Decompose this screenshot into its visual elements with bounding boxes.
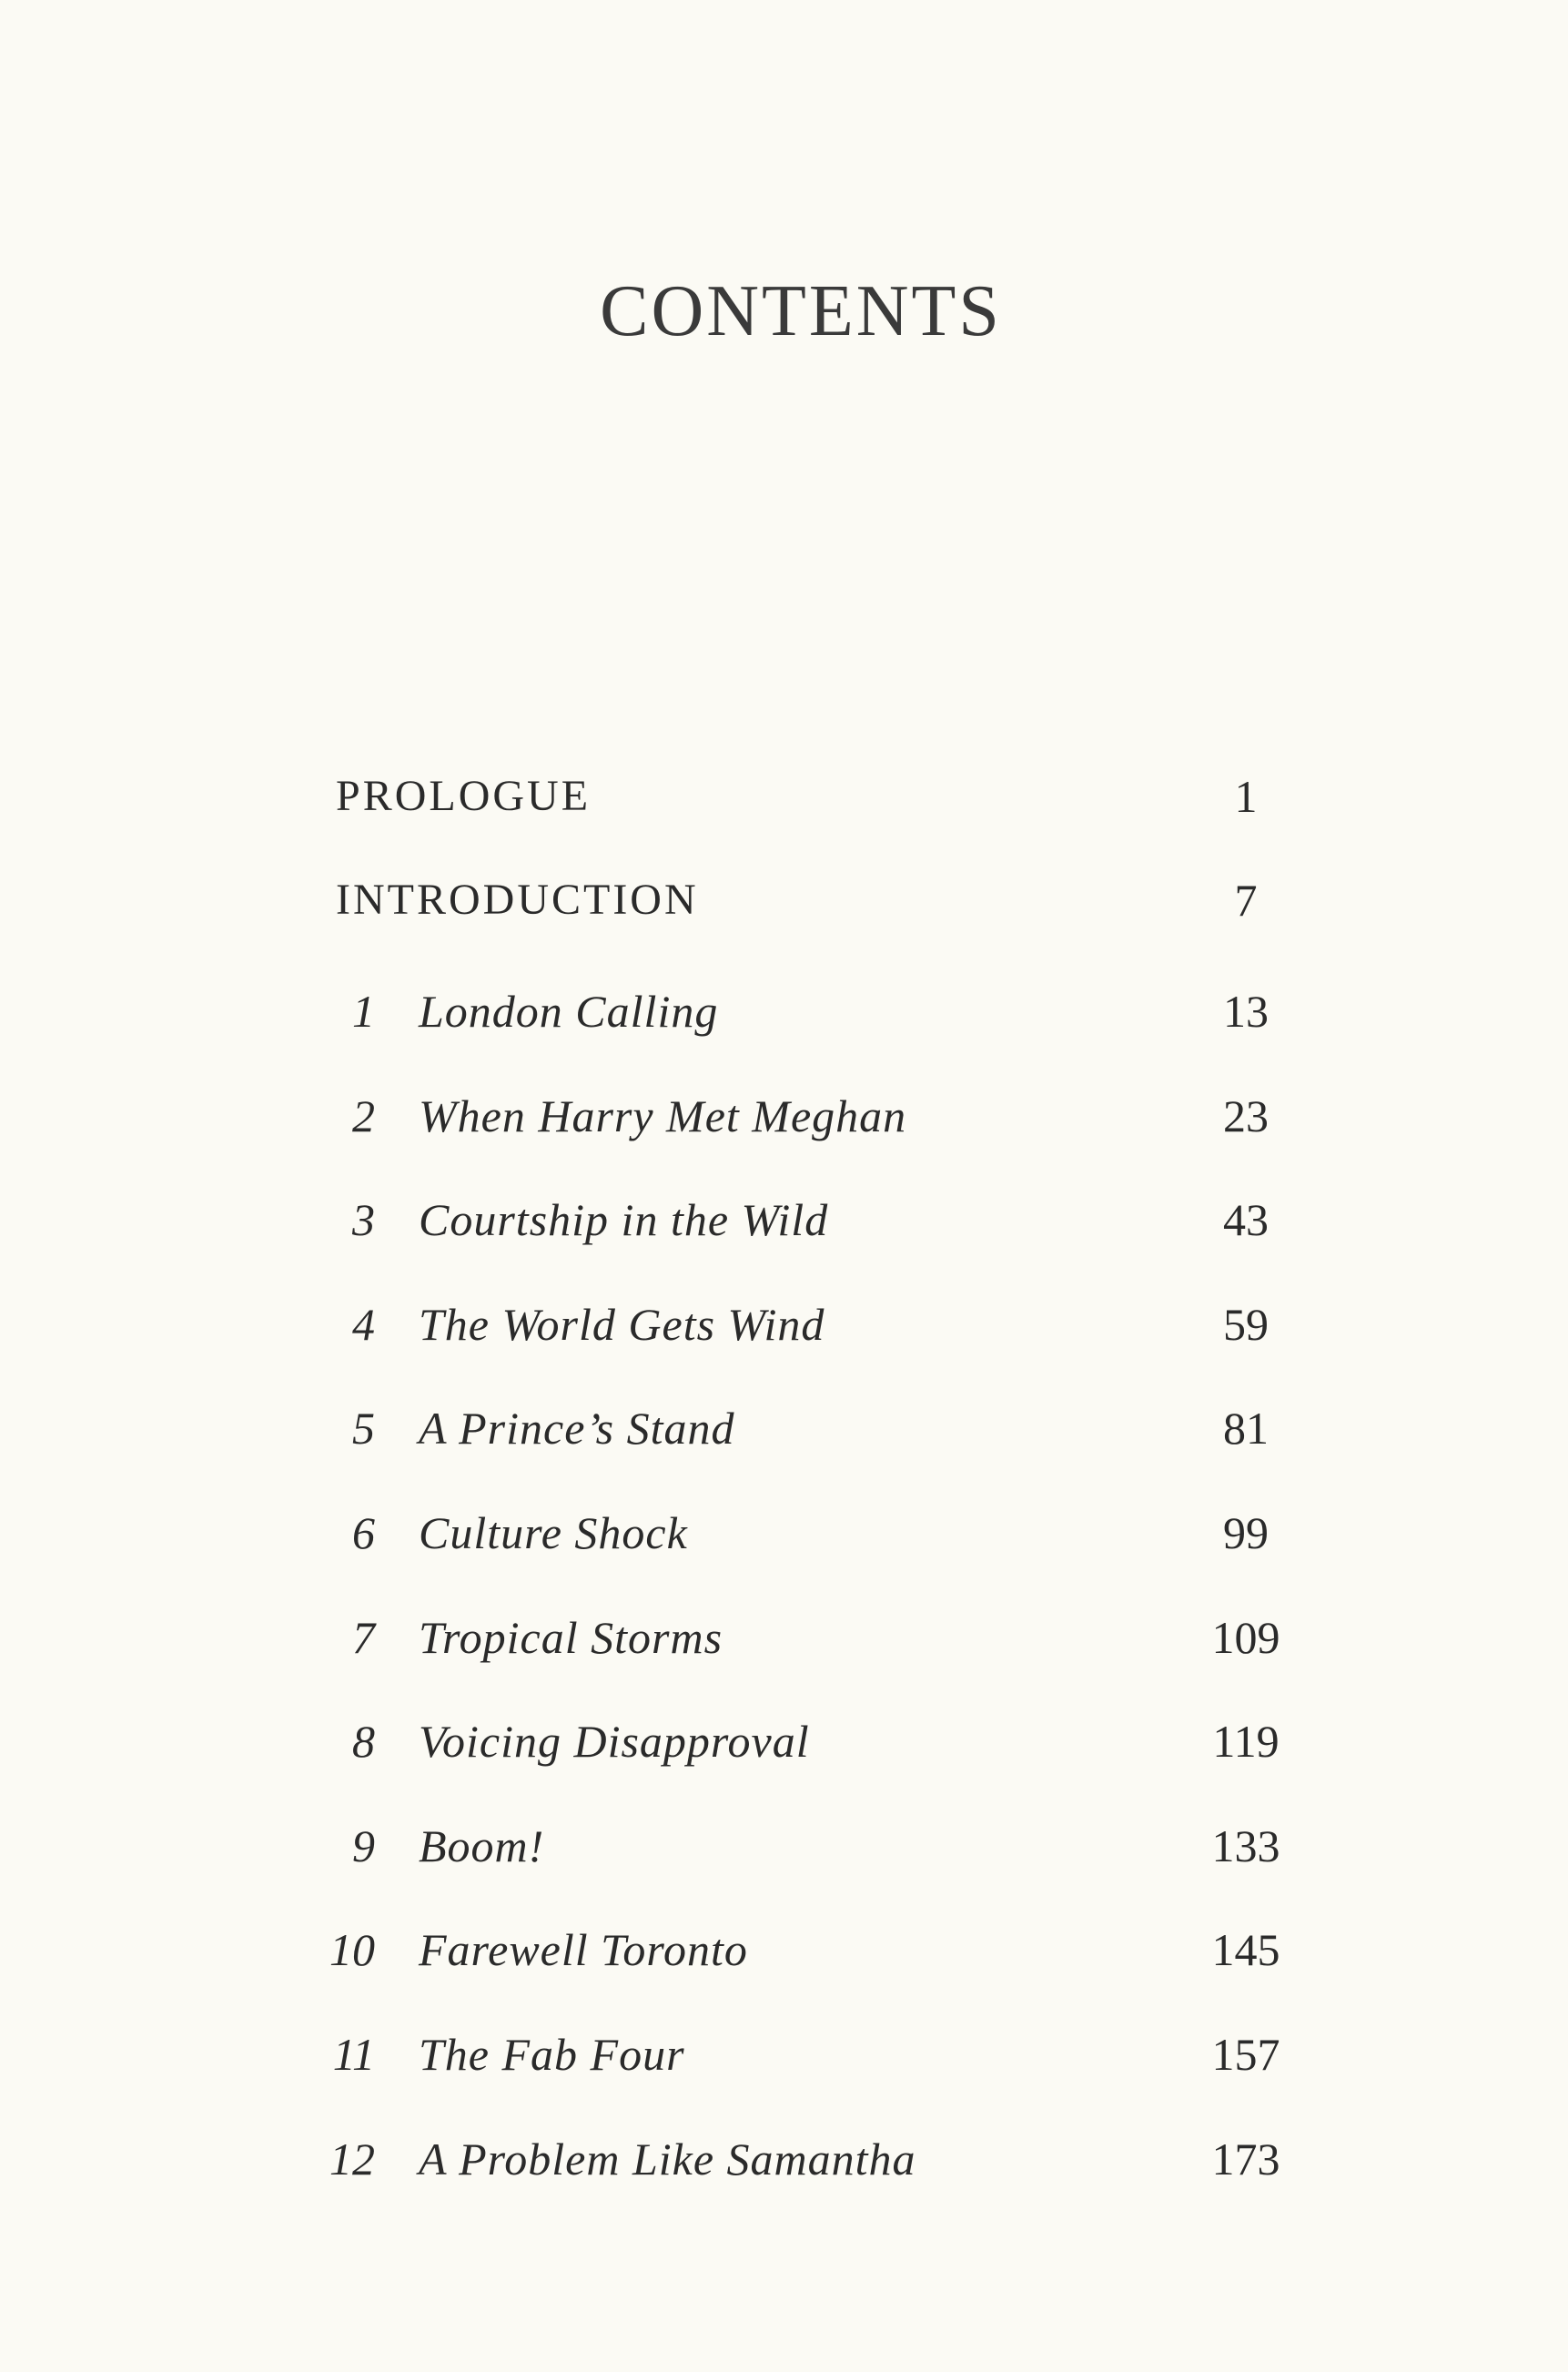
toc-entry-chapter [0, 1507, 1568, 1558]
chapter-number: 11 [332, 2029, 375, 2080]
toc-entry-chapter [0, 1820, 1568, 1871]
chapter-page: 43 [1223, 1194, 1269, 1246]
chapter-number: 8 [352, 1716, 375, 1768]
chapter-page: 133 [1211, 1820, 1280, 1871]
chapter-title: A Prince’s Stand [419, 1403, 735, 1455]
chapter-page: 99 [1223, 1507, 1269, 1558]
chapter-page: 145 [1211, 1924, 1280, 1976]
chapter-title: When Harry Met Meghan [419, 1090, 907, 1141]
chapter-title: The Fab Four [419, 2029, 685, 2080]
chapter-number: 9 [352, 1820, 375, 1871]
chapter-page: 119 [1212, 1716, 1280, 1768]
page-title: CONTENTS [600, 271, 1002, 351]
toc-entry-chapter [0, 2133, 1568, 2184]
toc-entry-chapter [0, 1194, 1568, 1246]
chapter-title: London Calling [419, 986, 719, 1037]
chapter-number: 10 [329, 1924, 375, 1976]
toc-entry-chapter [0, 1611, 1568, 1663]
chapter-title: A Problem Like Samantha [419, 2133, 916, 2184]
chapter-number: 4 [352, 1298, 375, 1350]
entry-label: INTRODUCTION [336, 876, 699, 924]
chapter-page: 157 [1211, 2029, 1280, 2080]
chapter-page: 59 [1223, 1298, 1269, 1350]
chapter-title: The World Gets Wind [419, 1298, 825, 1350]
toc-entry-prologue [0, 771, 1568, 822]
chapter-title: Tropical Storms [419, 1611, 723, 1663]
chapter-number: 12 [329, 2133, 375, 2184]
toc-entry-chapter [0, 2029, 1568, 2080]
toc-entry-chapter [0, 1403, 1568, 1455]
chapter-page: 81 [1223, 1403, 1269, 1455]
toc-entry-chapter [0, 1924, 1568, 1976]
chapter-title: Farewell Toronto [419, 1924, 748, 1976]
toc-entry-chapter [0, 1090, 1568, 1141]
chapter-page: 109 [1211, 1611, 1280, 1663]
chapter-title: Boom! [419, 1820, 545, 1871]
chapter-number: 5 [352, 1403, 375, 1455]
toc-entry-chapter [0, 1716, 1568, 1768]
chapter-number: 7 [352, 1611, 375, 1663]
chapter-page: 13 [1223, 986, 1269, 1037]
toc-entry-chapter [0, 986, 1568, 1037]
chapter-page: 173 [1211, 2133, 1280, 2184]
toc-entry-chapter [0, 1298, 1568, 1350]
chapter-page: 23 [1223, 1090, 1269, 1141]
chapter-title: Voicing Disapproval [419, 1716, 810, 1768]
chapter-number: 3 [352, 1194, 375, 1246]
chapter-title: Culture Shock [419, 1507, 688, 1558]
chapter-title: Courtship in the Wild [419, 1194, 829, 1246]
entry-page: 7 [1234, 875, 1258, 926]
entry-label: PROLOGUE [336, 772, 592, 820]
entry-page: 1 [1234, 771, 1258, 822]
chapter-number: 6 [352, 1507, 375, 1558]
chapter-number: 1 [352, 986, 375, 1037]
chapter-number: 2 [352, 1090, 375, 1141]
toc-entry-introduction [0, 875, 1568, 926]
